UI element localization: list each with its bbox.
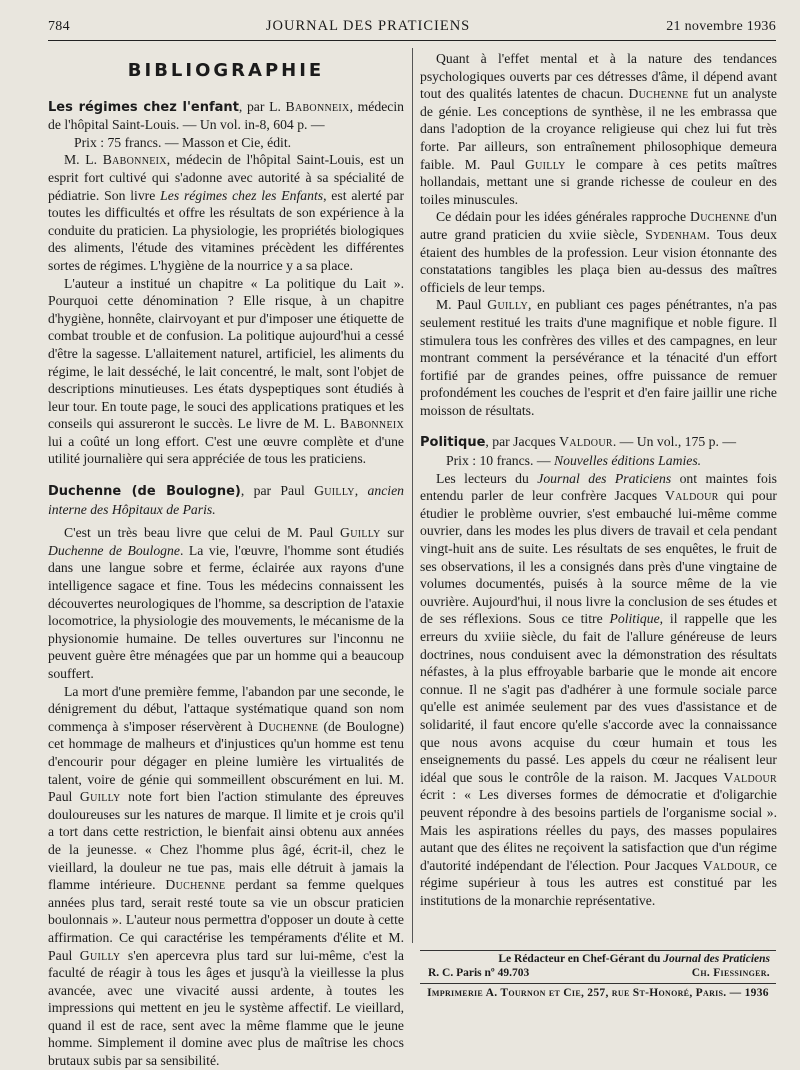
imprint-rc: R. C. Paris nº 49.703 bbox=[428, 967, 530, 979]
imprint-rule-top bbox=[420, 950, 776, 951]
review3-title: Politique bbox=[420, 435, 486, 451]
review1-entry bbox=[48, 98, 404, 152]
review1-entry-text-2: , médecin de l'hôpital Saint-Louis. — Un vol. in-8, 604 p. — bbox=[48, 98, 404, 133]
review1-paragraph-2: L'auteur a institué un chapitre « La politique du Lait ». Pourquoi cette dénomination ? Elle risque, à un chapitre d'hygiène, honnête, clairvoyant et pur d'imposer une étiquette de combat trouble et de confusion. La politique aujourd'hui a cessé d'être la sagesse. L'allaitement naturel, artificiel, les aliments du régime, le lait desséché, le lait concentré, le malt, sont l'objet de descriptions minutieuses. Les états dyspeptiques sont étudiés à leur tour. En toute page, le souci des applications pratiques et les conseils qui assureront le succès. Le livre de M. L. Babonneix lui a coûté un long effort. C'est une œuvre complète et d'une utilité journalière qui sera appréciée de tous les praticiens. bbox=[48, 275, 404, 467]
issue-date: 21 novembre 1936 bbox=[666, 19, 776, 34]
review2-paragraph-2: La mort d'une première femme, l'abandon par une seconde, le dénigrement du début, l'attaque systématique quand son nom commença à s'imposer réservèrent à Duchenne (de Boulogne) cet hommage de malheurs et d'injustices qu'un homme est tenu d'encourir pour dégager en pleine lumière les virtualités de talent, voire de génie qui sommeillent obscurément en lui. M. Paul Guilly note fort bien l'action stimulante des épreuves douloureuses sur les natures de marque. Il limite et je crois qu'il a tort dans cette restriction, le bienfait ainsi obtenu aux années de la jeunesse. « Chez l'homme plus âgé, écrit-il, chez le vieillard, la douleur ne tue pas, mais elle détruit à jamais la flamme intérieure. Duchenne perdant sa femme quelques années plus tard, serait resté toute sa vie un obscur praticien boulonnais ». L'auteur nous permettra d'opposer un doute à cette affirmation. Ce qui caractérise les tempéraments d'élite et M. Paul Guilly s'en apercevra plus tard sur lui-même, c'est la faculté de réagir à tous les âges et jusqu'à la vieillesse la plus avancée, avec une vivacité aussi ardente, à toutes les impressions qui mettent en jeu le système affectif. Le vieillard, quand il est de race, sent avec la même flamme que le jeune homme. Simplement il domine avec plus de maîtrise les chocs brutaux subis par sa sensibilité. bbox=[48, 683, 405, 1069]
imprint-editor-line: Le Rédacteur en Chef-Gérant du Journal des Praticiens bbox=[498, 953, 770, 965]
imprint-rc-line bbox=[428, 967, 770, 979]
spacer bbox=[48, 468, 404, 482]
review3-paragraph-1: Les lecteurs du Journal des Praticiens ont maintes fois entendu parler de leur confrère Jacques Valdour qui pour étudier le problème ouvrier, s'est embauché lui-même comme ouvrier, dans les modes les plus divers de travail et cela pendant vingt-huit ans de suite. Les résultats de ses enquêtes, le fruit de ses observations, il les a consignés dans près d'une vingtaine de volumes documentés, puisés à la source même de la vie ouvrière. Aujourd'hui, il nous livre la conclusion de ses études et de ses réflexions. Sous ce titre Politique, il rappelle que les erreurs du xviiie siècle, du fait de l'allure généreuse de leurs doctrines, nous conduisent avec la démonstration des résultats néfastes, à la plus effroyable barbarie que le monde ait encore connue. Il ne s'agit pas d'adhérer à une formule sociale parce qu'elle est animée seulement par des vues d'assistance et de solidarité, il faut encore qu'elle s'accorde avec la connaissance que nous avons acquise du cœur humain et tous les enseignements du passé. Les appels du cœur ne réalisent leur idéal que sous le contrôle de la raison. M. Jacques Valdour écrit : « Les diverses formes de démocratie et d'oligarchie peuvent répondre à des besoins partiels de l'organisme social ». Mais les aspirations réelles du pays, des masses populaires autant que des élites ne reçoivent la satisfaction que d'un régime d'autorité indépendant de l'élection. Pour Jacques Valdour, ce régime supérieur à tous les autres est constitué par les institutions de la monarchie représentative. bbox=[420, 470, 777, 908]
header-rule bbox=[48, 40, 776, 41]
review1-paragraph-1: M. L. Babonneix, médecin de l'hôpital Saint-Louis, est un esprit fort cultivé qui s'adonne avec autorité à sa spécialité de pédiatrie. Son livre Les régimes chez les Enfants, est alerté par toutes les difficultés et offre les résultats de son expérience à la conduite du praticien. La physiologie, les propriétés biologiques des aliments, l'étude des vitamines précèdent les différentes sortes de régimes. L'hygiène de la nourrice y a sa place. bbox=[48, 152, 405, 273]
review2-paragraph-4: Ce dédain pour les idées générales rapproche Duchenne d'un autre grand praticien du xviie siècle, Sydenham. Tous deux étaient des humbles de la profession. Leur vision étonnante des constatations tangibles les plaça bien au-dessus des maîtres officiels de leur temps. bbox=[420, 209, 778, 295]
journal-title: JOURNAL DES PRATICIENS bbox=[265, 18, 471, 34]
review3-entry: Politique, par Jacques Valdour. — Un vol., 175 p. — Prix : 10 francs. — Nouvelles éditions Lamies. bbox=[420, 434, 736, 469]
review1-title: Les régimes chez l'enfant bbox=[48, 99, 239, 115]
imprint-printer: Imprimerie A. Tournon et Cie, 257, rue St-Honoré, Paris. — 1936 bbox=[427, 987, 769, 999]
imprint-editor-name: Ch. Fiessinger. bbox=[691, 967, 770, 979]
review3-author: Valdour bbox=[559, 434, 613, 450]
page-number: 784 bbox=[48, 19, 70, 34]
review1-author: Babonneix bbox=[285, 98, 350, 114]
section-title: BIBLIOGRAPHIE bbox=[127, 60, 325, 81]
review1-price: Prix : 75 francs. — Masson et Cie, édit. bbox=[74, 134, 292, 150]
spacer bbox=[420, 419, 777, 433]
review2-title: Duchenne (de Boulogne) bbox=[48, 484, 241, 500]
imprint-rule-bottom bbox=[420, 983, 776, 984]
right-column bbox=[420, 50, 777, 910]
review2-entry: Duchenne (de Boulogne), par Paul Guilly, ancien interne des Hôpitaux de Paris. bbox=[48, 483, 405, 517]
review2-author: Guilly bbox=[314, 483, 355, 499]
imprint-printer-line bbox=[420, 987, 776, 999]
review1-entry-text: , par L. bbox=[238, 98, 286, 114]
left-column bbox=[48, 50, 404, 1070]
review2-paragraph-5: M. Paul Guilly, en publiant ces pages pénétrantes, n'a pas seulement restitué les traits d'une magnifique et noble figure. Il stimulera tous les confrères des villes et des campagnes, en leur montrant comment la persévérance et la ténacité d'un effort fortifié par de grandes peines, offre puissance de remuer profondément les couches de l'esprit et d'en faire jaillir une riche moisson de résultats. bbox=[420, 297, 777, 418]
review2-paragraph-3: Quant à l'effet mental et à la nature des tendances psychologiques ouverts par ces détresses d'âme, il dépend avant tout des qualités latentes de chacun. Duchenne fut un analyste de génie. Les conceptions de synthèse, il ne les embrassa que dans l'adoption de la croyance religieuse qui chez lui fut très forte. Par ailleurs, son entraînement philosophique demeura faible. M. Paul Guilly le compare à ces petits maîtres hollandais, mettant une si grande richesse de couleur en des toiles minuscules. bbox=[420, 51, 777, 207]
review2-paragraph-1: C'est un très beau livre que celui de M. Paul Guilly sur Duchenne de Boulogne. La vie, l'œuvre, l'homme sont étudiés dans une langue sobre et ferme, éclairée aux rayons d'une intelligence sagace et fine. Tous les médecins connaissent les découvertes neurologiques de l'homme, sa description de l'ataxie locomotrice, la physiologie des mouvements, le mécanisme de la physionomie humaine. De telles ouvertures sur l'inconnu ne peuvent guère être ménagées que par un homme qui a beaucoup souffert. bbox=[48, 525, 404, 681]
running-head bbox=[48, 18, 776, 40]
column-divider bbox=[412, 48, 413, 943]
